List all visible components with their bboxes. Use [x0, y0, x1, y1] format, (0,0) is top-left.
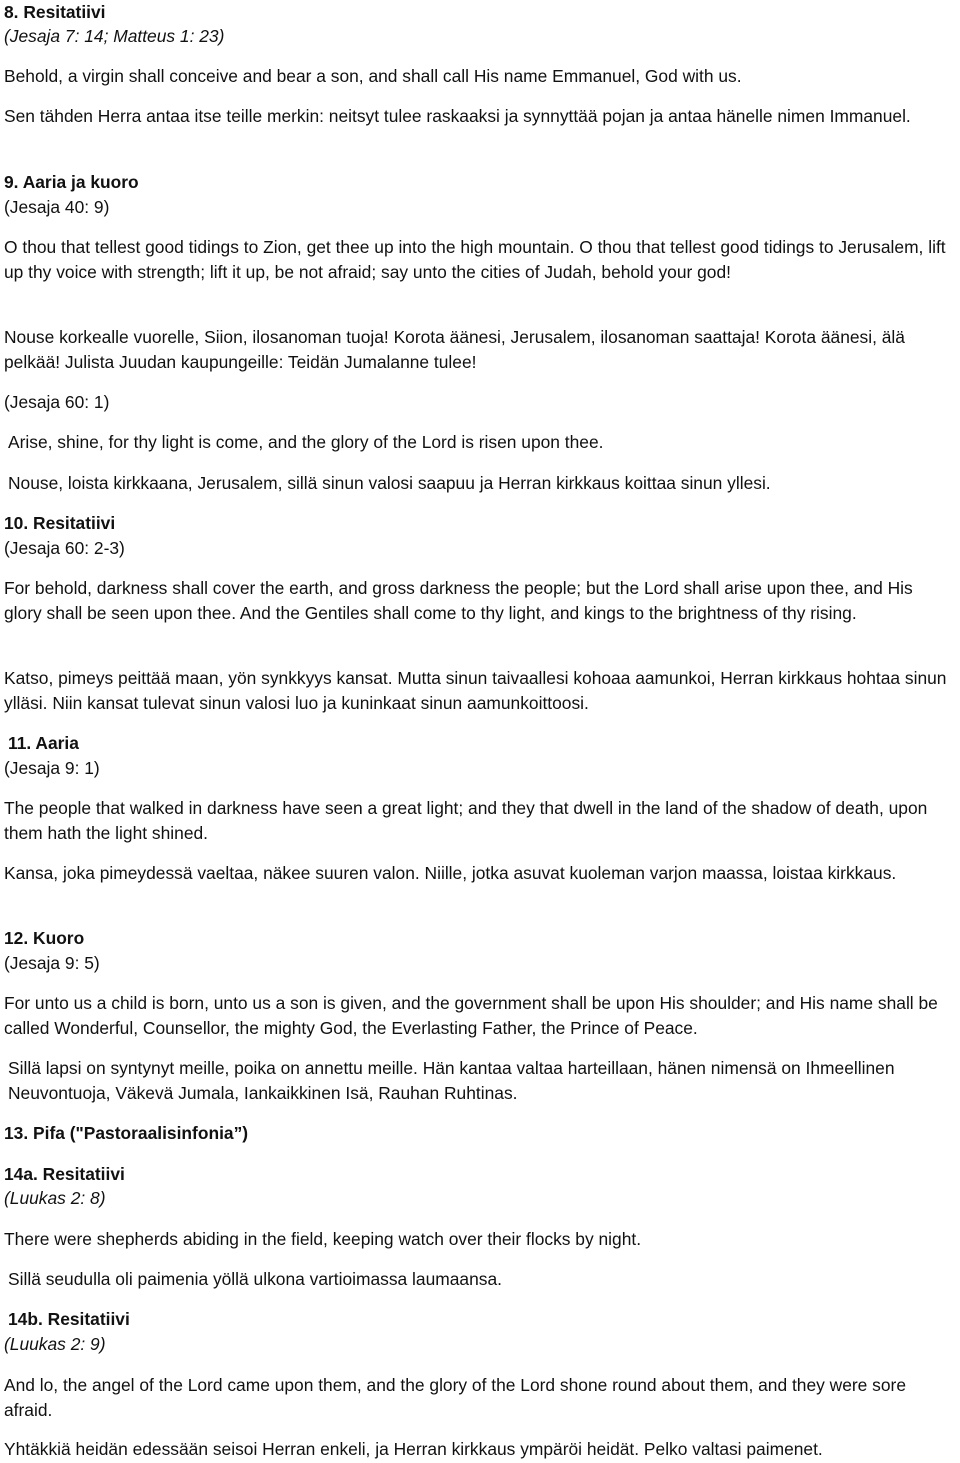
section-heading: 12. Kuoro [4, 928, 85, 948]
paragraph-finnish: Nouse, loista kirkkaana, Jerusalem, sillä sinun valosi saapuu ja Herran kirkkaus koittaa sinun yllesi. [8, 473, 771, 493]
paragraph-finnish: Kansa, joka pimeydessä vaeltaa, näkee suuren valon. Niille, jotka asuvat kuoleman varjon maassa, loistaa kirkkaus. [4, 863, 897, 883]
paragraph-english: And lo, the angel of the Lord came upon them, and the glory of the Lord shone round about them, and they were sore afraid. [4, 1375, 907, 1420]
scripture-reference: (Jesaja 9: 5) [4, 953, 100, 973]
paragraph-english: There were shepherds abiding in the field, keeping watch over their flocks by night. [4, 1229, 642, 1249]
section-heading: 13. Pifa ("Pastoraalisinfonia”) [4, 1123, 249, 1143]
paragraph-finnish: Katso, pimeys peittää maan, yön synkkyys kansat. Mutta sinun taivaallesi kohoaa aamunkoi, Herran kirkkaus hohtaa sinun ylläsi. Niin kansat tulevat sinun valosi luo ja kuninkaat sinun aamunkoittoosi. [4, 668, 947, 713]
paragraph-english: The people that walked in darkness have seen a great light; and they that dwell in the land of the shadow of death, upon them hath the light shined. [4, 798, 928, 843]
paragraph-english: For behold, darkness shall cover the earth, and gross darkness the people; but the Lord shall arise upon thee, and His glory shall be seen upon thee. And the Gentiles shall come to thy light, and kings to the brightness of thy rising. [4, 578, 913, 623]
section-heading: 10. Resitatiivi [4, 513, 116, 533]
scripture-reference: (Luukas 2: 9) [4, 1334, 106, 1354]
paragraph-finnish: Nouse korkealle vuorelle, Siion, ilosanoman tuoja! Korota äänesi, Jerusalem, ilosanoman saattaja! Korota äänesi, älä pelkää! Julista Juudan kaupungeille: Teidän Jumalanne tulee! [4, 327, 905, 372]
scripture-reference: (Jesaja 7: 14; Matteus 1: 23) [4, 26, 225, 46]
paragraph-english: For unto us a child is born, unto us a son is given, and the government shall be upon His shoulder; and His name shall be called Wonderful, Counsellor, the mighty God, the Everlasting Father, the Prince of Peace. [4, 993, 938, 1038]
paragraph-english: Behold, a virgin shall conceive and bear a son, and shall call His name Emmanuel, God with us. [4, 66, 742, 86]
section-heading: 8. Resitatiivi [4, 2, 106, 22]
paragraph-finnish: Sen tähden Herra antaa itse teille merkin: neitsyt tulee raskaaksi ja synnyttää pojan ja antaa hänelle nimen Immanuel. [4, 106, 911, 126]
section-heading: 14b. Resitatiivi [8, 1309, 130, 1329]
section-heading: 9. Aaria ja kuoro [4, 172, 139, 192]
paragraph-finnish: Sillä lapsi on syntynyt meille, poika on annettu meille. Hän kantaa valtaa harteillaan, hänen nimensä on Ihmeellinen Neuvontuoja, Väkevä Jumala, Iankaikkinen Isä, Rauhan Ruhtinas. [8, 1058, 895, 1103]
scripture-reference: (Jesaja 60: 1) [4, 392, 110, 412]
scripture-reference: (Jesaja 9: 1) [4, 758, 100, 778]
paragraph-english: Arise, shine, for thy light is come, and the glory of the Lord is risen upon thee. [8, 432, 604, 452]
scripture-reference: (Luukas 2: 8) [4, 1188, 106, 1208]
paragraph-finnish: Yhtäkkiä heidän edessään seisoi Herran enkeli, ja Herran kirkkaus ympäröi heidät. Pelko valtasi paimenet. [4, 1439, 823, 1459]
scripture-reference: (Jesaja 60: 2-3) [4, 538, 125, 558]
section-heading: 11. Aaria [8, 733, 79, 753]
scripture-reference: (Jesaja 40: 9) [4, 197, 110, 217]
paragraph-finnish: Sillä seudulla oli paimenia yöllä ulkona vartioimassa laumaansa. [8, 1269, 502, 1289]
paragraph-english: O thou that tellest good tidings to Zion, get thee up into the high mountain. O thou that tellest good tidings to Jerusalem, lift up thy voice with strength; lift it up, be not afraid; say unto the cities of Judah, behold your god! [4, 237, 946, 282]
section-heading: 14a. Resitatiivi [4, 1164, 125, 1184]
